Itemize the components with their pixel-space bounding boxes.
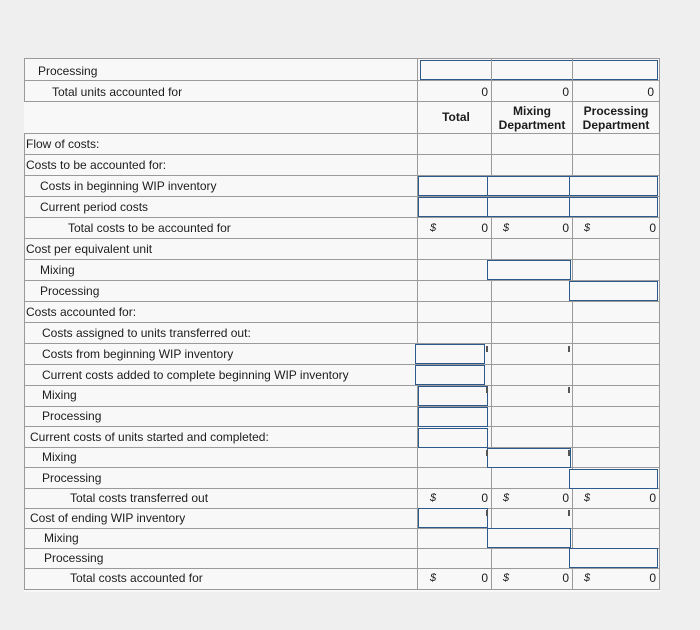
row-cpeu-mixing: Mixing (40, 263, 75, 277)
complete-mixing-total-input[interactable] (418, 386, 488, 406)
row-total-transferred-out: Total costs transferred out (70, 491, 209, 505)
col-header-total: Total (442, 110, 470, 124)
total-costs-to-account-total: $ 0 (430, 221, 488, 235)
units-total-value: 0 (481, 85, 488, 99)
row-complete-mixing: Mixing (42, 388, 77, 402)
row-ending-processing: Processing (44, 551, 104, 565)
row-label: Total units accounted for (52, 85, 183, 99)
units-total-input[interactable] (420, 60, 492, 80)
current-costs-total-input[interactable] (418, 197, 492, 217)
from-beginning-wip-total-input[interactable] (415, 344, 485, 364)
complete-processing-total-input[interactable] (418, 407, 488, 427)
cpeu-mixing-input[interactable] (487, 260, 571, 280)
row-current-costs-complete-wip: Current costs added to complete beginning WIP inventory (42, 368, 349, 382)
units-mixing-value: 0 (562, 85, 569, 99)
accounted-for-mixing: $ 0 (503, 571, 569, 585)
units-processing-value: 0 (647, 85, 654, 99)
beginning-wip-total-input[interactable] (418, 176, 492, 196)
col-header-processing: Processing Department (582, 104, 650, 132)
transferred-out-processing: $ 0 (584, 491, 656, 505)
started-processing-input[interactable] (569, 469, 658, 489)
flag-marker (486, 510, 488, 516)
row-started-and-completed: Current costs of units started and completed: (30, 430, 269, 444)
started-completed-total-input[interactable] (418, 428, 488, 448)
flag-marker (486, 387, 488, 393)
ending-processing-input[interactable] (569, 548, 658, 568)
total-costs-to-account-processing: $ 0 (584, 221, 656, 235)
row-costs-to-be-accounted: Costs to be accounted for: (26, 158, 167, 172)
row-total-costs-to-account: Total costs to be accounted for (68, 221, 231, 235)
row-costs-accounted-for: Costs accounted for: (26, 305, 137, 319)
transferred-out-total: $ 0 (430, 491, 488, 505)
beginning-wip-mixing-input[interactable] (487, 176, 571, 196)
cpeu-processing-input[interactable] (569, 281, 658, 301)
current-costs-mixing-input[interactable] (487, 197, 571, 217)
flag-marker (486, 450, 488, 456)
row-costs-beginning-wip: Costs in beginning WIP inventory (40, 179, 217, 193)
flag-marker (568, 346, 570, 352)
row-complete-processing: Processing (42, 409, 102, 423)
row-started-processing: Processing (42, 471, 102, 485)
beginning-wip-processing-input[interactable] (569, 176, 658, 196)
units-mixing-input[interactable] (491, 60, 573, 80)
cost-report-sheet (24, 58, 660, 592)
row-assigned-transferred-out: Costs assigned to units transferred out: (42, 326, 251, 340)
row-cost-per-eu: Cost per equivalent unit (26, 242, 153, 256)
row-total-accounted-for: Total costs accounted for (70, 571, 203, 585)
row-flow-of-costs: Flow of costs: (26, 137, 100, 151)
col-header-mixing: Mixing Department (498, 104, 566, 132)
current-costs-processing-input[interactable] (569, 197, 658, 217)
started-mixing-input[interactable] (487, 448, 571, 468)
flag-marker (568, 387, 570, 393)
flag-marker (568, 450, 570, 456)
row-from-beginning-wip: Costs from beginning WIP inventory (42, 347, 234, 361)
units-processing-input[interactable] (572, 60, 658, 80)
row-cpeu-processing: Processing (40, 284, 100, 298)
accounted-for-total: $ 0 (430, 571, 488, 585)
transferred-out-mixing: $ 0 (503, 491, 569, 505)
ending-wip-total-input[interactable] (418, 508, 488, 528)
row-started-mixing: Mixing (42, 450, 77, 464)
accounted-for-processing: $ 0 (584, 571, 656, 585)
total-costs-to-account-mixing: $ 0 (503, 221, 569, 235)
row-ending-mixing: Mixing (44, 531, 79, 545)
ending-mixing-input[interactable] (487, 528, 571, 548)
flag-marker (486, 346, 488, 352)
row-label: Processing (38, 64, 98, 78)
row-current-period-costs: Current period costs (40, 200, 149, 214)
row-ending-wip: Cost of ending WIP inventory (30, 511, 186, 525)
flag-marker (568, 510, 570, 516)
complete-wip-total-input[interactable] (415, 365, 485, 385)
